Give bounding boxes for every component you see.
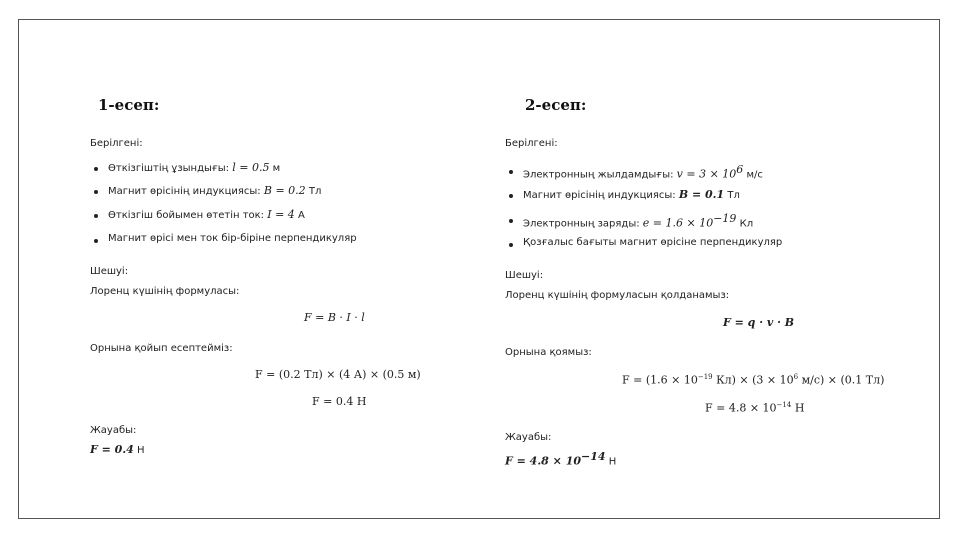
substitution-part-b: Кл) × (3 × 10 xyxy=(712,373,794,387)
bullet xyxy=(509,219,513,223)
given-unit: Тл xyxy=(724,190,740,201)
bullet xyxy=(94,190,98,194)
given-unit: Кл xyxy=(736,218,754,230)
given-math: I = 4 xyxy=(267,208,295,221)
slide-frame xyxy=(18,19,940,519)
solution-label: Шешуі: xyxy=(90,266,129,277)
given-sup: 6 xyxy=(736,163,744,176)
given-text: Өткізгіштің ұзындығы: xyxy=(108,163,233,174)
result-part: F = 4.8 × 10 xyxy=(705,401,777,415)
substitution-part-c: м/с) × (0.1 Тл) xyxy=(798,373,885,387)
bullet xyxy=(94,214,98,218)
substitute-label: Орнына қоямыз: xyxy=(505,347,592,358)
given-text: Магнит өрісінің индукциясы: xyxy=(108,186,264,197)
formula: F = q · v · B xyxy=(723,316,795,329)
formula-intro: Лоренц күшінің формуласын қолданамыз: xyxy=(505,290,730,301)
answer xyxy=(505,450,616,467)
answer-math: F = 4.8 × 10 xyxy=(505,454,582,468)
given-label: Берілгені: xyxy=(505,138,558,149)
result-unit: Н xyxy=(791,401,805,415)
bullet xyxy=(94,239,98,243)
bullet xyxy=(509,243,513,247)
substitution-part-a: F = (1.6 × 10 xyxy=(622,373,698,387)
given-unit: м xyxy=(269,163,281,174)
result-sup: −14 xyxy=(776,401,792,409)
formula-intro: Лоренц күшінің формуласы: xyxy=(90,286,240,297)
given-math: v = 3 × 10 xyxy=(676,167,737,181)
substitution-sup-b: 6 xyxy=(793,373,799,381)
formula: F = B · I · l xyxy=(304,311,365,324)
given-text: Электронның заряды: xyxy=(523,218,643,230)
answer-label: Жауабы: xyxy=(505,432,552,443)
substitute-label: Орнына қойып есептейміз: xyxy=(90,343,233,354)
problem-2-title: 2-есеп: xyxy=(525,96,587,114)
substitution-sup-a: −19 xyxy=(697,373,713,381)
problem-1-title: 1-есеп: xyxy=(98,96,160,114)
given-math: l = 0.5 xyxy=(232,161,270,174)
given-text: Қозғалыс бағыты магнит өрісіне перпендикуляр xyxy=(523,237,783,248)
given-text: Магнит өрісінің индукциясы: xyxy=(523,190,679,201)
substitution: F = (0.2 Тл) × (4 А) × (0.5 м) xyxy=(255,368,421,381)
given-math: B = 0.2 xyxy=(263,184,306,197)
answer-unit: Н xyxy=(133,445,145,456)
answer-sup: −14 xyxy=(581,450,606,463)
given-math: e = 1.6 × 10 xyxy=(642,216,714,230)
result-line: F = 0.4 Н xyxy=(312,395,367,408)
substitution xyxy=(622,373,884,387)
given-unit: А xyxy=(294,210,305,221)
answer-label: Жауабы: xyxy=(90,425,137,436)
given-text: Электронның жылдамдығы: xyxy=(523,169,677,181)
bullet xyxy=(94,167,98,171)
result-line xyxy=(705,401,804,415)
given-math: B = 0.1 xyxy=(678,188,725,201)
given-sup: −19 xyxy=(713,212,737,225)
solution-label: Шешуі: xyxy=(505,270,544,281)
given-unit: Тл xyxy=(305,186,322,197)
answer xyxy=(90,443,145,456)
given-label: Берілгені: xyxy=(90,138,143,149)
bullet xyxy=(509,194,513,198)
answer-unit: Н xyxy=(605,456,617,468)
answer-math: F = 0.4 xyxy=(90,443,134,456)
given-unit: м/с xyxy=(743,169,763,181)
bullet xyxy=(509,170,513,174)
given-text: Өткізгіш бойымен өтетін ток: xyxy=(108,210,268,221)
given-text: Магнит өрісі мен ток бір-біріне перпендикуляр xyxy=(108,233,357,244)
